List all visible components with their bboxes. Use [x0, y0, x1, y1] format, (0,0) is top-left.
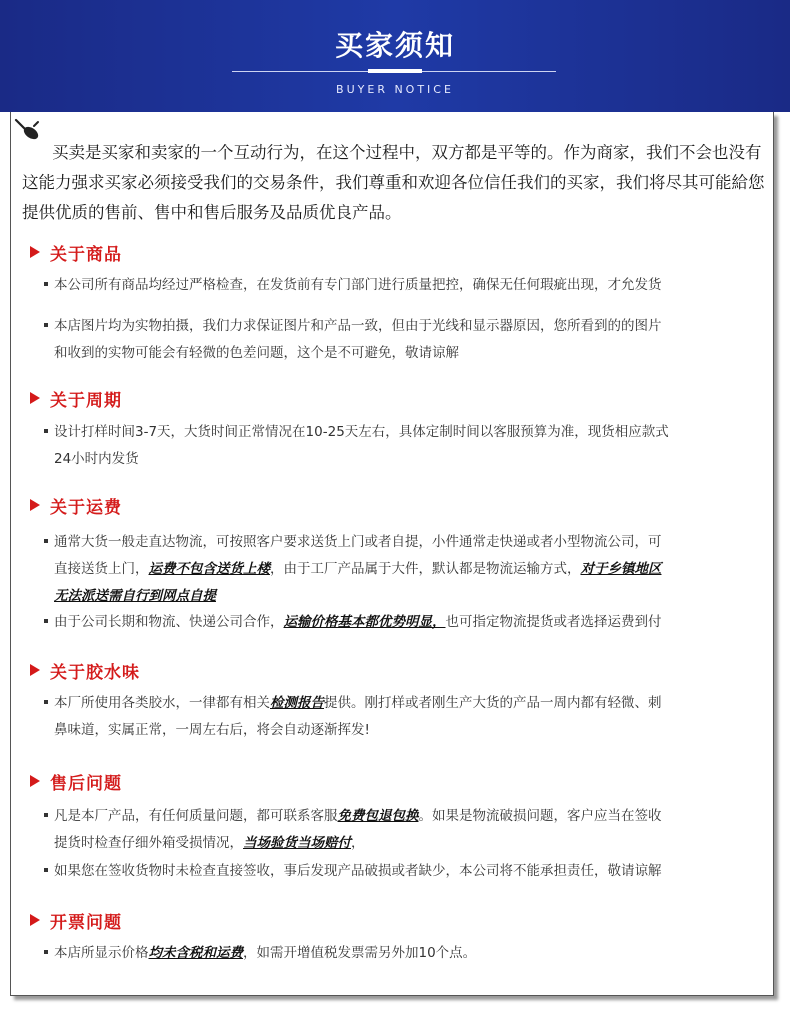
list-item: 本店所显示价格均未含税和运费，如需开增值税发票需另外加10个点。 [44, 940, 750, 967]
list-item: 通常大货一般走直达物流，可按照客户要求送货上门或者自提，小件通常走快递或者小型物流公司，可 直接送货上门，运费不包含送货上楼，由于工厂产品属于大件，默认都是物流运输方式，对于乡镇地区 无法派送需自行到网点自提 [44, 529, 750, 610]
section-heading-after-sales: 售后问题 [30, 769, 122, 793]
intro-paragraph: 买卖是买家和卖家的一个互动行为，在这个过程中，双方都是平等的。作为商家，我们不会也没有这能力强求买家必须接受我们的交易条件，我们尊重和欢迎各位信任我们的买家，我们将尽其可能給您提供优质的售前、售中和售后服务及品质优良产品。 [22, 143, 765, 222]
section-heading-products: 关于商品 [30, 240, 122, 264]
arrow-right-icon [30, 499, 40, 511]
bullet-icon [44, 700, 48, 704]
list-item: 凡是本厂产品，有任何质量问题，都可联系客服免费包退包换。如果是物流破损问题，客户应当在签收 提货时检查仔细外箱受损情况，当场验货当场赔付， [44, 803, 750, 857]
list-item: 由于公司长期和物流、快递公司合作，运输价格基本都优势明显，也可指定物流提货或者选择运费到付 [44, 609, 750, 636]
arrow-right-icon [30, 914, 40, 926]
bullet-icon [44, 813, 48, 817]
bullet-icon [44, 619, 48, 623]
list-item: 本店图片均为实物拍摄，我们力求保证图片和产品一致，但由于光线和显示器原因，您所看到的的图片 和收到的实物可能会有轻微的色差问题，这个是不可避免，敬请谅解 [44, 313, 750, 367]
bullet-icon [44, 282, 48, 286]
section-heading-invoice: 开票问题 [30, 908, 122, 932]
bullet-icon [44, 323, 48, 327]
section-heading-glue: 关于胶水味 [30, 658, 140, 682]
bullet-icon [44, 429, 48, 433]
bullet-icon [44, 868, 48, 872]
page-subtitle: BUYER NOTICE [336, 83, 454, 96]
list-item: 本公司所有商品均经过严格检查，在发货前有专门部门进行质量把控，确保无任何瑕疵出现，才允发货 [44, 272, 750, 299]
arrow-right-icon [30, 246, 40, 258]
list-item: 如果您在签收货物时未检查直接签收，事后发现产品破损或者缺少，本公司将不能承担责任，敬请谅解 [44, 858, 750, 885]
arrow-right-icon [30, 392, 40, 404]
bullet-icon [44, 539, 48, 543]
title-divider-accent [368, 69, 422, 73]
list-item: 设计打样时间3-7天，大货时间正常情况在10-25天左右，具体定制时间以客服预算为准，现货相应款式 24小时内发货 [44, 419, 750, 473]
arrow-right-icon [30, 664, 40, 676]
arrow-right-icon [30, 775, 40, 787]
section-heading-shipping: 关于运费 [30, 493, 122, 517]
section-heading-cycle: 关于周期 [30, 386, 122, 410]
bullet-icon [44, 950, 48, 954]
header-banner [0, 0, 790, 112]
page-title: 买家须知 [334, 29, 455, 62]
list-item: 本厂所使用各类胶水，一律都有相关检测报告提供。刚打样或者刚生产大货的产品一周内都有轻微、刺 鼻味道，实属正常，一周左右后，将会自动逐渐挥发! [44, 690, 750, 744]
